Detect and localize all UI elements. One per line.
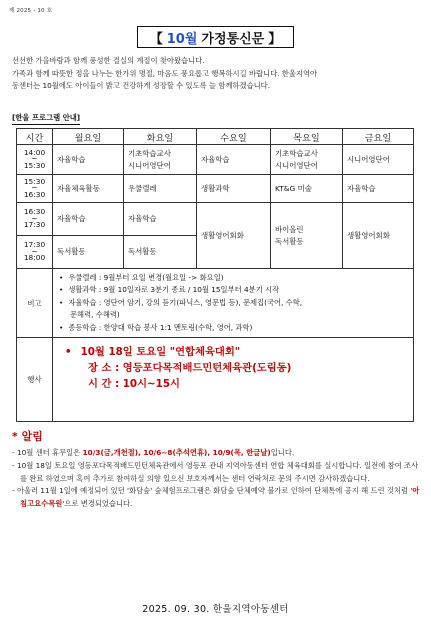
event-cell	[53, 338, 414, 422]
notice-list	[12, 447, 423, 511]
list-item: - 10월 18일 토요일 영등포다목적배드민턴체육관에서 영등포 관내 지역아동센터 연합 체육대회를 실시합니다. 일전에 참여 조사를 완료 하였으며 혹여 추가로 참여하실 의향 있으신 보호자께서는 센터 연락처로 문의 주시면 감사하겠습니다.	[12, 460, 423, 486]
newsletter-title	[137, 26, 294, 48]
time-slot: 15:30 ~ 16:30	[17, 175, 53, 203]
issue-number: 제 2025 - 10 호	[9, 8, 53, 14]
tuesday-subject: 독서활동	[124, 236, 197, 269]
title-bracket-close: 】	[268, 31, 282, 47]
notice-heading: * 알림	[12, 430, 43, 443]
monday-subject: 자율학습	[53, 203, 124, 236]
event-title: • 10월 18일 토요일 "연합체육대회"	[65, 344, 413, 360]
event-label: 행사	[17, 338, 53, 422]
event-row	[17, 338, 414, 422]
remarks-row	[17, 269, 414, 338]
title-text: 가정통신문	[201, 31, 265, 47]
table-row	[17, 145, 414, 175]
friday-subject: 생활영어회화	[343, 203, 414, 269]
tuesday-subject: 우쿨렐레	[124, 175, 197, 203]
thursday-subject: KT&G 미술	[271, 175, 343, 203]
header-time: 시간	[17, 129, 53, 145]
list-item-continuation: 문해력, 수해력)	[70, 310, 120, 320]
tuesday-subject: 기초학습교사 시니어영단어	[124, 145, 197, 175]
friday-subject: 자율학습	[343, 175, 414, 203]
wednesday-subject: 생활영어회화	[197, 203, 271, 269]
tuesday-subject: 자율학습	[124, 203, 197, 236]
time-slot: 14:00 ~ 15:30	[17, 145, 53, 175]
intro-line: 선선한 가을바람과 함께 풍성한 결실의 계절이 찾아왔습니다.	[12, 56, 205, 65]
table-row	[17, 175, 414, 203]
list-item: • 자율학습 : 영단어 암기, 강의 듣기(파닉스, 영문법 등), 문제집(국어, 수학,	[59, 297, 407, 309]
thursday-subject: 기초학습교사 시니어영단어	[271, 145, 343, 175]
header-monday: 월요일	[53, 129, 124, 145]
remarks-cell	[53, 269, 414, 338]
new-destination: 아침고요수목원	[20, 486, 420, 509]
wednesday-subject: 생활과학	[197, 175, 271, 203]
list-item: • 우쿨렐레 : 9월부터 요일 변경(월요일 -> 화요일)	[59, 272, 407, 284]
friday-subject: 시니어영단어	[343, 145, 414, 175]
list-item: - 아울러 11월 1일에 예정되어 있던 '화담숲' 숲체험프로그램은 화담숲 단체예약 불가로 인하여 단체톡에 공지 해 드린 것처럼 '아침고요수목원'으로 변경되었습니다.	[12, 485, 423, 511]
wednesday-subject: 자율학습	[197, 145, 271, 175]
footer-signature: 2025. 09. 30. 한울지역아동센터	[142, 604, 289, 615]
list-item: • 종등학습 : 한양대 학습 봉사 1:1 멘토링(수학, 영어, 과학)	[59, 322, 407, 334]
monday-subject: 자율체육활동	[53, 175, 124, 203]
header-thursday: 목요일	[271, 129, 343, 145]
header-wednesday: 수요일	[197, 129, 271, 145]
intro-line: 가족과 함께 따뜻한 정을 나누는 한가위 명절, 마음도 풍요롭고 행복하시길 바랍니다. 한울지역아	[12, 68, 318, 78]
program-schedule-table	[16, 128, 414, 422]
list-item: - 10월 센터 휴무일은 10/3(금,개천절), 10/6~8(추석연휴), 10/9(목, 한글날)입니다.	[12, 447, 423, 460]
schedule-header-row	[17, 129, 414, 145]
remarks-list	[53, 269, 413, 337]
time-slot: 16:30 ~ 17:30	[17, 203, 53, 236]
header-friday: 금요일	[343, 129, 414, 145]
table-row	[17, 203, 414, 236]
event-time: 시 간 : 10시~15시	[88, 378, 180, 391]
thursday-subject: 바이올린 독서활동	[271, 203, 343, 269]
monday-subject: 자율학습	[53, 145, 124, 175]
event-details	[53, 338, 413, 392]
remarks-label: 비고	[17, 269, 53, 338]
title-bracket-open: 【	[149, 31, 163, 47]
header-tuesday: 화요일	[124, 129, 197, 145]
monday-subject: 독서활동	[53, 236, 124, 269]
title-month: 10월	[166, 31, 198, 47]
holiday-dates: 10/3(금,개천절), 10/6~8(추석연휴), 10/9(목, 한글날)	[82, 448, 271, 457]
program-section-heading: [한울 프로그램 안내]	[12, 113, 80, 125]
event-venue: 장 소 : 영등포다목적배드민턴체육관(도림동)	[88, 362, 292, 375]
intro-paragraph	[12, 55, 422, 93]
list-item: • 생활과학 : 9월 10일자로 3분기 종료 / 10월 15일부터 4분기 시작	[59, 284, 407, 296]
time-slot: 17:30 ~ 18:00	[17, 236, 53, 269]
intro-line: 동센터는 10월에도 아이들이 밝고 건강하게 성장할 수 있도록 늘 함께하겠습니다.	[12, 81, 271, 90]
